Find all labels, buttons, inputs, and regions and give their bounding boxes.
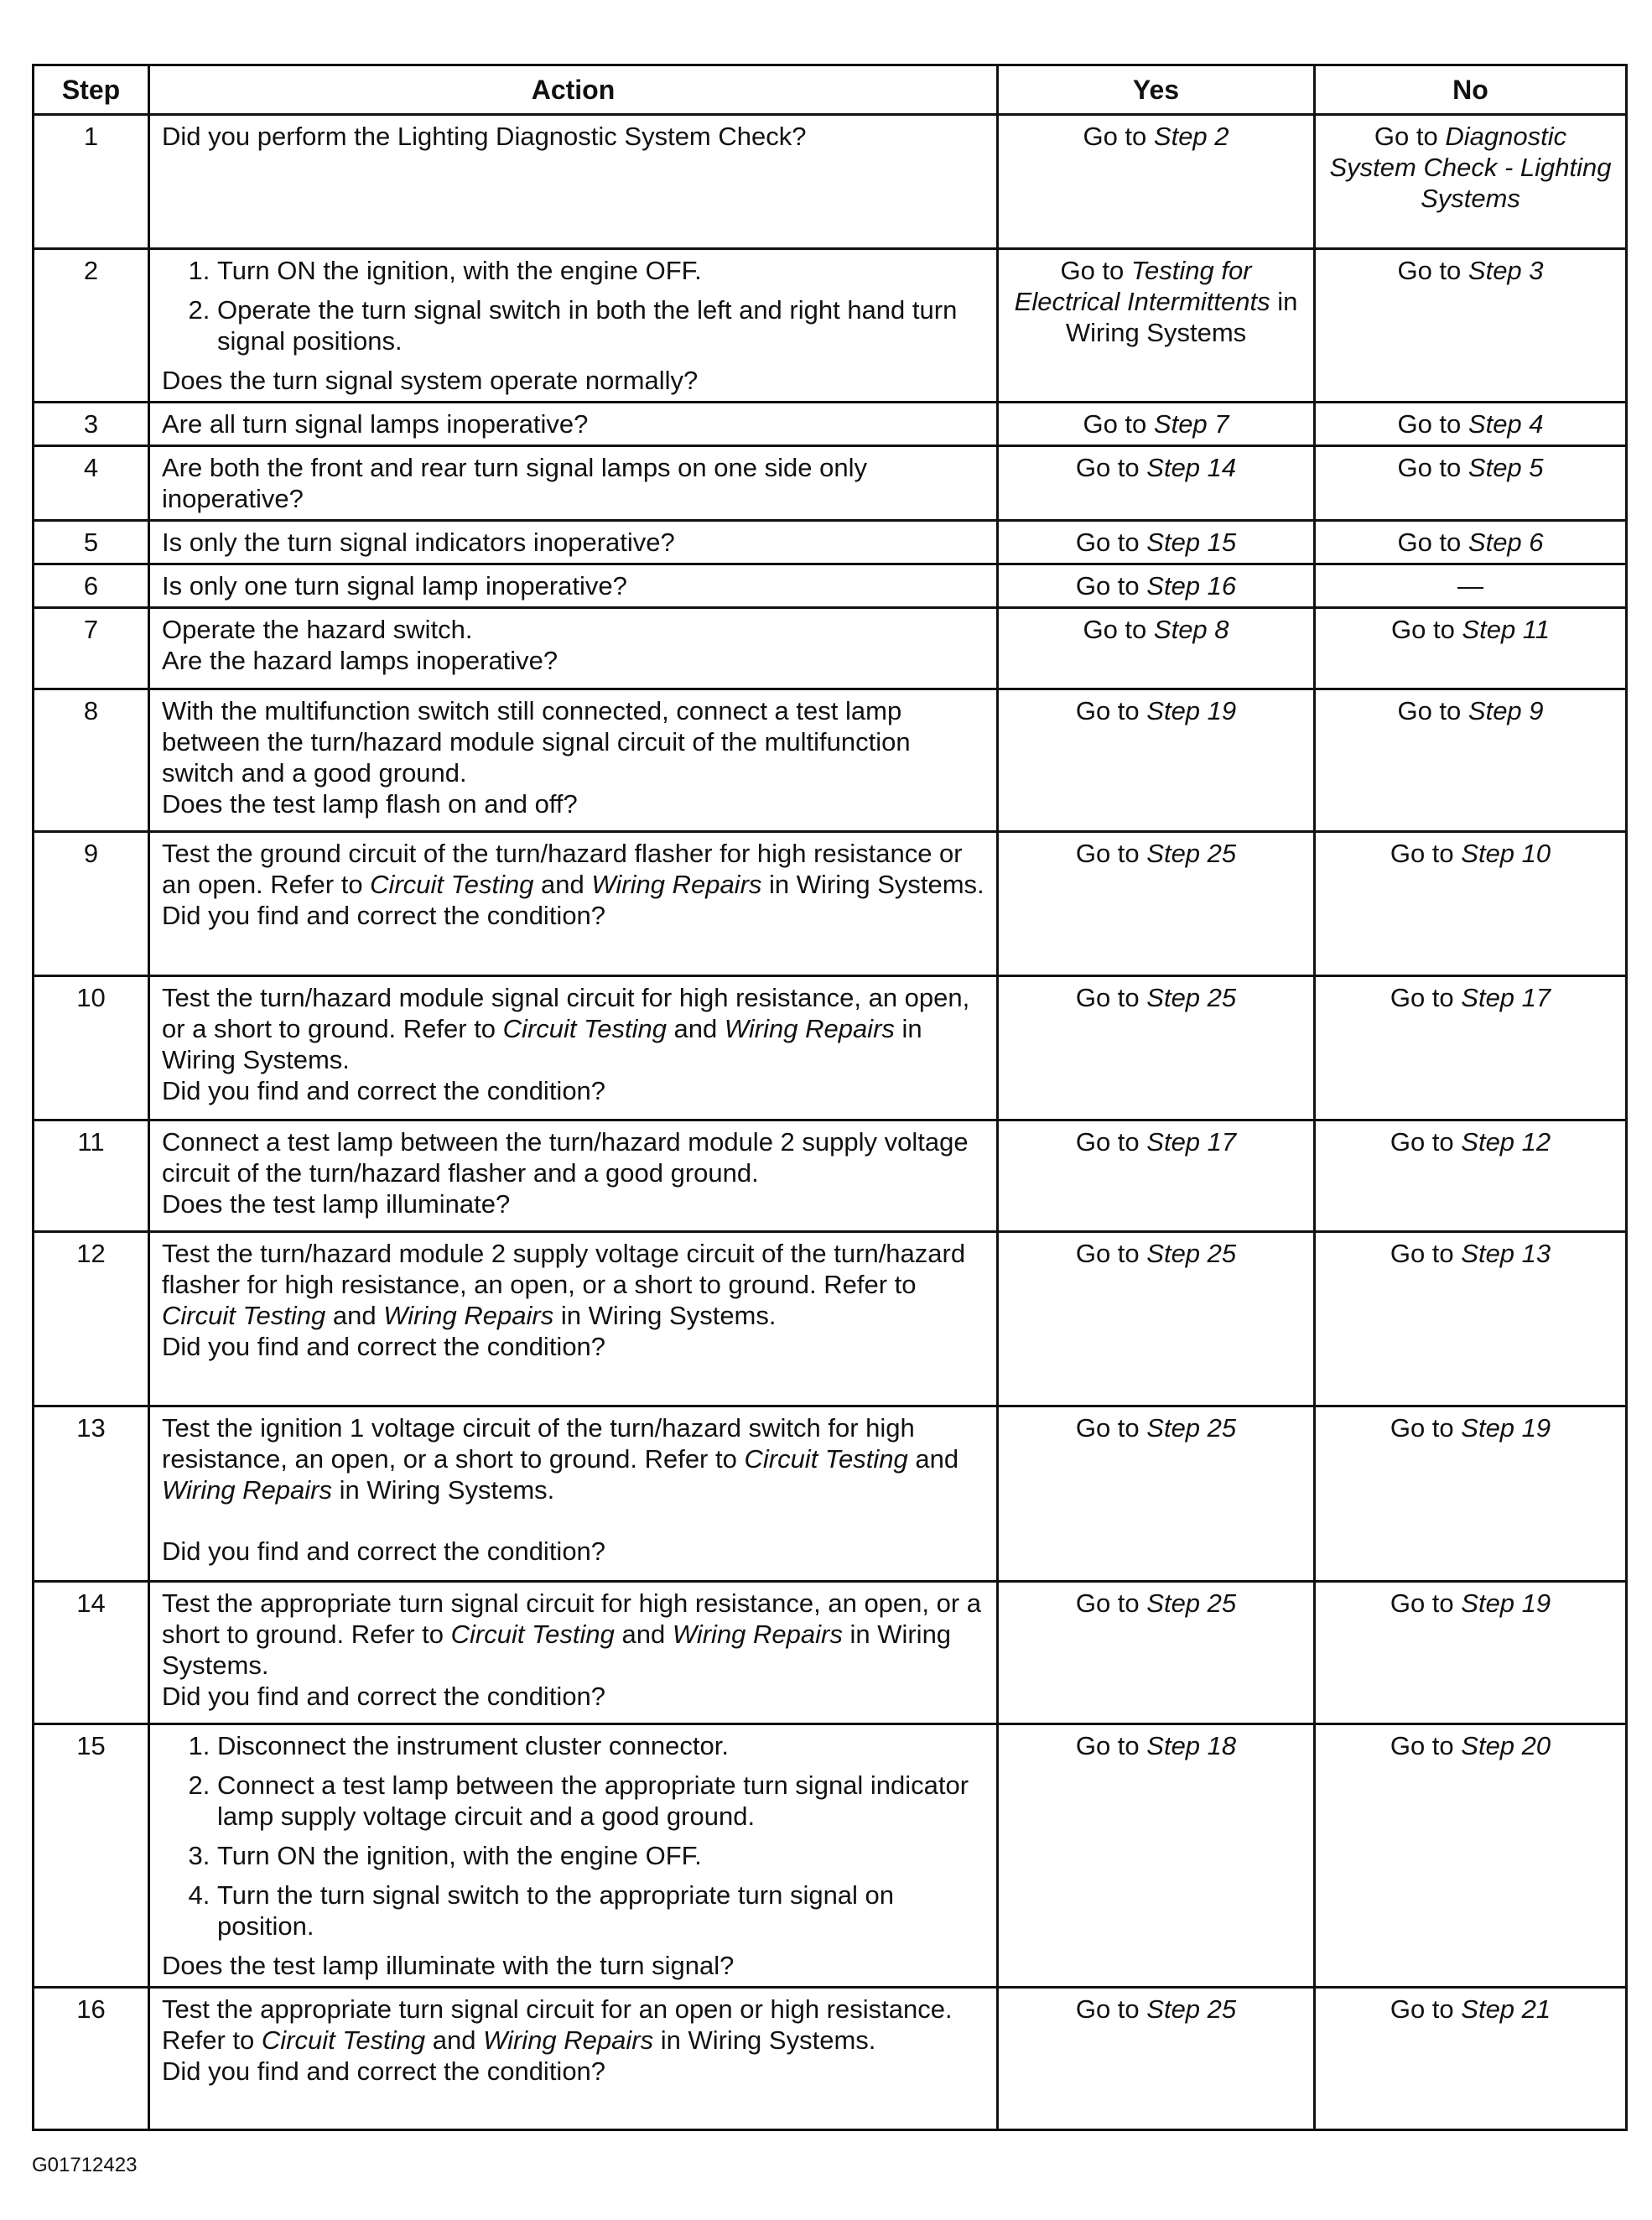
yes-outcome	[998, 521, 1315, 564]
substep-item: 4. Turn the turn signal switch to the appropriate turn signal on position.	[217, 1879, 984, 1942]
table-row-step-10	[34, 976, 1627, 1120]
action-line: Are both the front and rear turn signal lamps on one side only inoperative?	[162, 453, 867, 513]
outcome-reference: Step 14	[1146, 453, 1237, 482]
action-cell	[149, 689, 998, 832]
instruction-text: in Wiring Systems.	[162, 1014, 922, 1074]
action-line: With the multifunction switch still connected, connect a test lamp between the turn/hazard module signal circuit of the multifunction switch and a good ground.	[162, 696, 911, 788]
no-outcome	[1315, 1582, 1627, 1724]
substep-item: 1. Turn ON the ignition, with the engine OFF.	[217, 255, 984, 286]
outcome-prefix: Go to	[1390, 1994, 1462, 2024]
yes-outcome	[998, 446, 1315, 521]
outcome-reference: Step 3	[1468, 256, 1544, 285]
outcome-prefix: Go to	[1390, 1239, 1462, 1268]
table-row-step-5	[34, 521, 1627, 564]
outcome-prefix: Go to	[1075, 696, 1147, 725]
no-outcome	[1315, 115, 1627, 249]
action-cell	[149, 249, 998, 403]
no-outcome	[1315, 689, 1627, 832]
table-row-step-4	[34, 446, 1627, 521]
no-outcome	[1315, 832, 1627, 976]
outcome-reference: Step 25	[1146, 1413, 1237, 1443]
action-question: Did you find and correct the condition?	[162, 1076, 606, 1105]
header-no: No	[1315, 65, 1627, 115]
no-outcome	[1315, 564, 1627, 608]
instruction-text: and	[325, 1301, 384, 1330]
yes-outcome	[998, 403, 1315, 446]
yes-outcome	[998, 249, 1315, 403]
outcome-reference: Step 12	[1461, 1127, 1551, 1157]
instruction-reference-1: Circuit Testing	[162, 1301, 326, 1330]
header-action: Action	[149, 65, 998, 115]
action-line: Is only one turn signal lamp inoperative?	[162, 571, 627, 600]
instruction-text: Test the ignition 1 voltage circuit of the turn/hazard switch for high resistance, an open, or a short to ground. Refer to	[162, 1413, 915, 1474]
outcome-reference: Step 21	[1461, 1994, 1551, 2024]
table-row-step-6	[34, 564, 1627, 608]
instruction-text: in Wiring Systems.	[332, 1475, 555, 1505]
no-outcome	[1315, 403, 1627, 446]
action-cell	[149, 403, 998, 446]
outcome-prefix: Go to	[1075, 453, 1147, 482]
step-number: 1	[34, 115, 149, 249]
outcome-prefix: Go to	[1075, 1994, 1147, 2024]
action-question: Did you find and correct the condition?	[162, 1536, 606, 1566]
step-number: 7	[34, 608, 149, 689]
action-instruction	[162, 1994, 984, 2056]
outcome-prefix: Go to	[1397, 256, 1468, 285]
outcome-reference: Step 2	[1153, 122, 1229, 151]
outcome-reference: Step 6	[1468, 528, 1544, 557]
step-number: 15	[34, 1724, 149, 1988]
action-line: Does the test lamp flash on and off?	[162, 789, 578, 819]
outcome-prefix: Go to	[1060, 256, 1131, 285]
yes-outcome	[998, 1724, 1315, 1988]
header-step: Step	[34, 65, 149, 115]
header-yes: Yes	[998, 65, 1315, 115]
outcome-prefix: Go to	[1397, 696, 1468, 725]
outcome-reference: Step 15	[1146, 528, 1237, 557]
substep-list	[162, 255, 984, 356]
action-question: Does the turn signal system operate normally?	[162, 366, 699, 395]
outcome-prefix: Go to	[1374, 122, 1446, 151]
step-number: 13	[34, 1406, 149, 1582]
outcome-prefix: Go to	[1083, 615, 1154, 644]
instruction-text: and	[425, 2025, 484, 2055]
step-number: 8	[34, 689, 149, 832]
no-outcome	[1315, 249, 1627, 403]
instruction-text: and	[533, 870, 592, 899]
action-cell	[149, 1724, 998, 1988]
action-question: Did you find and correct the condition?	[162, 1332, 606, 1361]
action-cell	[149, 446, 998, 521]
no-outcome	[1315, 1232, 1627, 1406]
action-cell	[149, 521, 998, 564]
yes-outcome	[998, 1232, 1315, 1406]
action-cell	[149, 1988, 998, 2130]
action-line: Connect a test lamp between the turn/hazard module 2 supply voltage circuit of the turn/hazard flasher and a good ground.	[162, 1127, 969, 1188]
no-outcome	[1315, 1406, 1627, 1582]
no-outcome	[1315, 1724, 1627, 1988]
action-line: Operate the hazard switch.	[162, 615, 473, 644]
table-row-step-15	[34, 1724, 1627, 1988]
action-line: Is only the turn signal indicators inoperative?	[162, 528, 675, 557]
yes-outcome	[998, 1582, 1315, 1724]
instruction-reference-2: Wiring Repairs	[591, 870, 762, 899]
table-row-step-13	[34, 1406, 1627, 1582]
instruction-reference-1: Circuit Testing	[450, 1620, 615, 1649]
no-outcome	[1315, 976, 1627, 1120]
action-cell	[149, 608, 998, 689]
outcome-suffix: in Wiring Systems	[1065, 287, 1298, 347]
table-row-step-3	[34, 403, 1627, 446]
instruction-text: Test the appropriate turn signal circuit for an open or high resistance. Refer to	[162, 1994, 953, 2055]
outcome-reference: Step 25	[1146, 983, 1237, 1012]
substep-item: 3. Turn ON the ignition, with the engine OFF.	[217, 1840, 984, 1871]
outcome-reference: Step 17	[1146, 1127, 1237, 1157]
substep-item: 2. Operate the turn signal switch in both the left and right hand turn signal positions.	[217, 294, 984, 356]
outcome-prefix: Go to	[1390, 983, 1462, 1012]
substep-list	[162, 1730, 984, 1942]
diagnostic-table	[32, 64, 1628, 2131]
instruction-reference-1: Circuit Testing	[261, 2025, 426, 2055]
outcome-reference: Step 25	[1146, 1588, 1237, 1618]
step-number: 4	[34, 446, 149, 521]
instruction-text: and	[614, 1620, 673, 1649]
outcome-prefix: Go to	[1083, 122, 1154, 151]
outcome-reference: Step 25	[1146, 839, 1237, 868]
yes-outcome	[998, 832, 1315, 976]
table-row-step-9	[34, 832, 1627, 976]
outcome-prefix: Go to	[1390, 839, 1462, 868]
instruction-reference-2: Wiring Repairs	[483, 2025, 654, 2055]
table-row-step-11	[34, 1120, 1627, 1232]
step-number: 2	[34, 249, 149, 403]
instruction-text: Test the appropriate turn signal circuit for high resistance, an open, or a short to ground. Refer to	[162, 1588, 982, 1649]
yes-outcome	[998, 608, 1315, 689]
step-number: 3	[34, 403, 149, 446]
outcome-text: —	[1457, 571, 1483, 600]
instruction-text: and	[666, 1014, 725, 1043]
action-question: Does the test lamp illuminate with the turn signal?	[162, 1951, 735, 1980]
step-number: 6	[34, 564, 149, 608]
action-line: Are all turn signal lamps inoperative?	[162, 409, 589, 439]
table-row-step-1	[34, 115, 1627, 249]
yes-outcome	[998, 1120, 1315, 1232]
yes-outcome	[998, 689, 1315, 832]
yes-outcome	[998, 115, 1315, 249]
action-question: Did you find and correct the condition?	[162, 901, 606, 930]
step-number: 16	[34, 1988, 149, 2130]
table-row-step-7	[34, 608, 1627, 689]
yes-outcome	[998, 976, 1315, 1120]
outcome-prefix: Go to	[1075, 1588, 1147, 1618]
outcome-reference: Step 4	[1468, 409, 1544, 439]
table-row-step-16	[34, 1988, 1627, 2130]
outcome-prefix: Go to	[1390, 1413, 1462, 1443]
instruction-reference-1: Circuit Testing	[744, 1444, 908, 1474]
outcome-reference: Diagnostic System Check - Lighting Systems	[1329, 122, 1612, 213]
step-number: 14	[34, 1582, 149, 1724]
action-question: Did you find and correct the condition?	[162, 2056, 606, 2086]
action-instruction	[162, 1588, 984, 1681]
outcome-reference: Step 11	[1462, 615, 1550, 644]
outcome-reference: Step 25	[1146, 1994, 1237, 2024]
instruction-text: in Wiring Systems.	[162, 1620, 952, 1680]
outcome-reference: Step 18	[1146, 1731, 1237, 1760]
instruction-reference-1: Circuit Testing	[370, 870, 534, 899]
outcome-reference: Step 16	[1146, 571, 1237, 600]
instruction-reference-2: Wiring Repairs	[672, 1620, 843, 1649]
step-number: 10	[34, 976, 149, 1120]
no-outcome	[1315, 446, 1627, 521]
step-number: 12	[34, 1232, 149, 1406]
action-line: Are the hazard lamps inoperative?	[162, 646, 558, 675]
action-instruction	[162, 1412, 984, 1505]
outcome-prefix: Go to	[1397, 528, 1468, 557]
step-number: 9	[34, 832, 149, 976]
instruction-text: in Wiring Systems.	[761, 870, 984, 899]
action-cell	[149, 1406, 998, 1582]
instruction-reference-1: Circuit Testing	[502, 1014, 667, 1043]
outcome-reference: Step 17	[1461, 983, 1551, 1012]
instruction-reference-2: Wiring Repairs	[162, 1475, 332, 1505]
outcome-reference: Step 20	[1461, 1731, 1551, 1760]
action-instruction	[162, 982, 984, 1075]
outcome-prefix: Go to	[1075, 1413, 1147, 1443]
outcome-reference: Testing for Electrical Intermittents	[1014, 256, 1270, 316]
outcome-prefix: Go to	[1390, 1731, 1462, 1760]
table-row-step-12	[34, 1232, 1627, 1406]
outcome-prefix: Go to	[1397, 453, 1468, 482]
instruction-text: and	[907, 1444, 959, 1474]
table-body	[34, 115, 1627, 2130]
no-outcome	[1315, 1988, 1627, 2130]
table-row-step-8	[34, 689, 1627, 832]
outcome-reference: Step 19	[1461, 1413, 1551, 1443]
outcome-reference: Step 10	[1461, 839, 1551, 868]
instruction-text: in Wiring Systems.	[553, 1301, 777, 1330]
outcome-reference: Step 9	[1468, 696, 1544, 725]
outcome-prefix: Go to	[1397, 409, 1468, 439]
outcome-prefix: Go to	[1075, 983, 1147, 1012]
outcome-reference: Step 13	[1461, 1239, 1551, 1268]
action-cell	[149, 115, 998, 249]
action-cell	[149, 1120, 998, 1232]
action-cell	[149, 832, 998, 976]
instruction-text: in Wiring Systems.	[653, 2025, 876, 2055]
outcome-prefix: Go to	[1390, 1588, 1462, 1618]
substep-item: 2. Connect a test lamp between the appropriate turn signal indicator lamp supply voltage circuit and a good ground.	[217, 1770, 984, 1832]
table-row-step-14	[34, 1582, 1627, 1724]
outcome-reference: Step 25	[1146, 1239, 1237, 1268]
action-instruction	[162, 1238, 984, 1331]
outcome-prefix: Go to	[1083, 409, 1154, 439]
substep-item: 1. Disconnect the instrument cluster connector.	[217, 1730, 984, 1761]
instruction-text: Test the turn/hazard module signal circuit for high resistance, an open, or a short to ground. Refer to	[162, 983, 970, 1043]
figure-code: G01712423	[32, 2154, 138, 2176]
outcome-prefix: Go to	[1075, 1731, 1147, 1760]
outcome-reference: Step 7	[1153, 409, 1229, 439]
action-question: Did you find and correct the condition?	[162, 1682, 606, 1711]
outcome-reference: Step 5	[1468, 453, 1544, 482]
action-line: Does the test lamp illuminate?	[162, 1189, 511, 1219]
no-outcome	[1315, 608, 1627, 689]
step-number: 5	[34, 521, 149, 564]
yes-outcome	[998, 564, 1315, 608]
outcome-prefix: Go to	[1075, 1239, 1147, 1268]
action-cell	[149, 564, 998, 608]
no-outcome	[1315, 521, 1627, 564]
outcome-reference: Step 8	[1153, 615, 1229, 644]
no-outcome	[1315, 1120, 1627, 1232]
instruction-reference-2: Wiring Repairs	[383, 1301, 554, 1330]
diagnostic-page	[32, 64, 1625, 2131]
outcome-reference: Step 19	[1461, 1588, 1551, 1618]
instruction-text: Test the turn/hazard module 2 supply voltage circuit of the turn/hazard flasher for high resistance, an open, or a short to ground. Refer to	[162, 1239, 966, 1299]
step-number: 11	[34, 1120, 149, 1232]
yes-outcome	[998, 1406, 1315, 1582]
outcome-reference: Step 19	[1146, 696, 1237, 725]
table-row-step-2	[34, 249, 1627, 403]
header-row	[34, 65, 1627, 115]
action-cell	[149, 1232, 998, 1406]
action-cell	[149, 976, 998, 1120]
outcome-prefix: Go to	[1390, 1127, 1462, 1157]
instruction-reference-2: Wiring Repairs	[724, 1014, 895, 1043]
action-line: Did you perform the Lighting Diagnostic System Check?	[162, 122, 807, 151]
outcome-prefix: Go to	[1075, 528, 1147, 557]
action-cell	[149, 1582, 998, 1724]
outcome-prefix: Go to	[1075, 839, 1147, 868]
yes-outcome	[998, 1988, 1315, 2130]
outcome-prefix: Go to	[1075, 571, 1147, 600]
outcome-prefix: Go to	[1075, 1127, 1147, 1157]
instruction-text: Test the ground circuit of the turn/hazard flasher for high resistance or an open. Refer to	[162, 839, 963, 899]
outcome-prefix: Go to	[1390, 615, 1462, 644]
action-instruction	[162, 838, 984, 900]
